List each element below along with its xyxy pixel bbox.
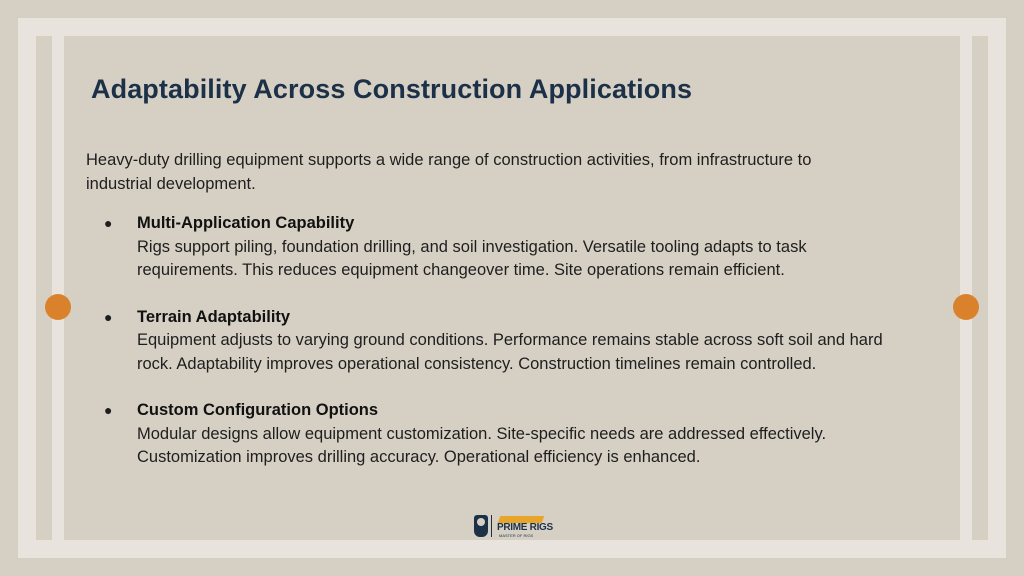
bullet-item xyxy=(104,212,904,283)
logo-tagline: MASTER OF RIGS xyxy=(499,533,534,538)
left-accent-circle xyxy=(45,294,71,320)
bullet-dot-icon: ● xyxy=(104,215,113,231)
slide-title: Adaptability Across Construction Applications xyxy=(91,74,693,104)
bullet-item xyxy=(104,399,904,470)
bullet-list xyxy=(104,212,904,470)
intro-paragraph: Heavy-duty drilling equipment supports a wide range of construction activities, from infrastructure to industrial development. xyxy=(86,151,812,193)
logo-brand: PRIME RIGS xyxy=(497,522,553,533)
bullet-body: Equipment adjusts to varying ground conditions. Performance remains stable across soft soil and hard rock. Adaptability improves operational consistency. Construction timelines remain controlled. xyxy=(137,331,883,373)
company-logo xyxy=(474,514,551,538)
logo-badge-icon xyxy=(474,515,488,537)
right-border-strip xyxy=(960,36,972,540)
bullet-item xyxy=(104,306,904,377)
left-border-strip xyxy=(52,36,64,540)
bullet-heading: Custom Configuration Options xyxy=(137,401,379,419)
bullet-dot-icon: ● xyxy=(104,308,113,325)
logo-divider xyxy=(491,515,492,537)
bullet-body: Rigs support piling, foundation drilling, and soil investigation. Versatile tooling adapts to task requirements. This reduces equipment changeover time. Site operations remain efficient. xyxy=(137,237,807,279)
bullet-heading: Terrain Adaptability xyxy=(137,307,291,326)
logo-wordmark xyxy=(495,514,551,538)
bullet-dot-icon: ● xyxy=(104,402,113,418)
right-accent-circle xyxy=(953,294,979,320)
bullet-body: Modular designs allow equipment customization. Site-specific needs are addressed effectively. Customization improves drilling accuracy. Operational efficiency is enhanced. xyxy=(137,424,827,466)
bullet-heading: Multi-Application Capability xyxy=(137,214,355,232)
